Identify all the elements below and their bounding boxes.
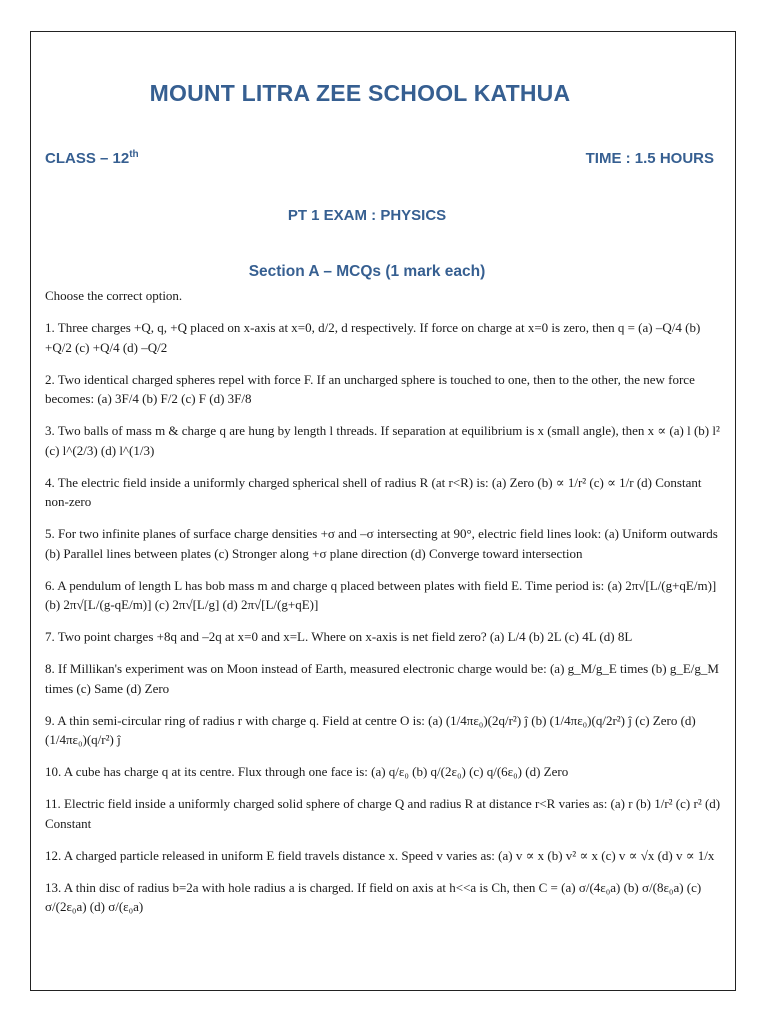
school-title: MOUNT LITRA ZEE SCHOOL KATHUA — [149, 80, 571, 106]
question-4: 4. The electric field inside a uniformly charged spherical shell of radius R (at r<R) is: (a) Zero (b) ∝ 1/r² (c) ∝ 1/r (d) Constant non-zero — [45, 474, 702, 509]
question-list — [45, 318, 725, 929]
question-13: 13. A thin disc of radius b=2a with hole radius a is charged. If field on axis at h<<a is Ch, then C = (a) σ/(4ε₀a) (b) σ/(8ε₀a) (c) σ/(2ε₀a) (d) σ/(ε₀a) — [45, 879, 702, 914]
question-10: 10. A cube has charge q at its centre. Flux through one face is: (a) q/ε₀ (b) q/(2ε₀) (c) q/(6ε₀) (d) Zero — [45, 764, 569, 779]
question-12: 12. A charged particle released in uniform E field travels distance x. Speed v varies as: (a) v ∝ x (b) v² ∝ x (c) v ∝ √x (d) v ∝ 1/x — [45, 847, 715, 863]
class-label — [45, 149, 139, 167]
exam-title: PT 1 EXAM : PHYSICS — [287, 207, 447, 224]
question-8: 8. If Millikan's experiment was on Moon instead of Earth, measured electronic charge would be: (a) g_M/g_E times (b) g_E/g_M times (c) Same (d) Zero — [45, 661, 719, 696]
question-2: 2. Two identical charged spheres repel with force F. If an uncharged sphere is touched to one, then to the other, the new force becomes: (a) 3F/4 (b) F/2 (c) F (d) 3F/8 — [45, 371, 695, 406]
class-label-text: CLASS – 12 — [45, 150, 130, 167]
question-9: 9. A thin semi-circular ring of radius r with charge q. Field at centre O is: (a) (1/4πε₀)(2q/r²) ĵ (b) (1/4πε₀)(q/2r²) ĵ (c) Zero (d) (1/4πε₀)(q/r²) ĵ — [45, 712, 696, 747]
question-1: 1. Three charges +Q, q, +Q placed on x-axis at x=0, d/2, d respectively. If force on charge at x=0 is zero, then q = (a) –Q/4 (b) +Q/2 (c) +Q/4 (d) –Q/2 — [45, 320, 701, 355]
section-title: Section A – MCQs (1 mark each) — [248, 263, 486, 280]
question-3: 3. Two balls of mass m & charge q are hung by length l threads. If separation at equilibrium is x (small angle), then x ∝ (a) l (b) l² (c) l^(2/3) (d) l^(1/3) — [45, 423, 720, 458]
question-11: 11. Electric field inside a uniformly charged solid sphere of charge Q and radius R at distance r<R varies as: (a) r (b) 1/r² (c) r² (d) Constant — [45, 796, 721, 831]
question-7: 7. Two point charges +8q and –2q at x=0 and x=L. Where on x-axis is net field zero? (a) L/4 (b) 2L (c) 4L (d) 8L — [45, 629, 633, 644]
question-5: 5. For two infinite planes of surface charge densities +σ and –σ intersecting at 90°, electric field lines look: (a) Uniform outwards (b) Parallel lines between plates (c) Stronger along +σ plane direction (d) Converge toward intersection — [45, 526, 718, 561]
instruction-text: Choose the correct option. — [45, 288, 183, 303]
class-label-superscript: th — [129, 149, 139, 160]
time-label: TIME : 1.5 HOURS — [585, 150, 714, 167]
question-6: 6. A pendulum of length L has bob mass m and charge q placed between plates with field E. Time period is: (a) 2π√[L/(g+qE/m)] (b) 2π√[L/(g-qE/m)] (c) 2π√[L/g] (d) 2π√[L/(g+qE)] — [45, 577, 717, 612]
